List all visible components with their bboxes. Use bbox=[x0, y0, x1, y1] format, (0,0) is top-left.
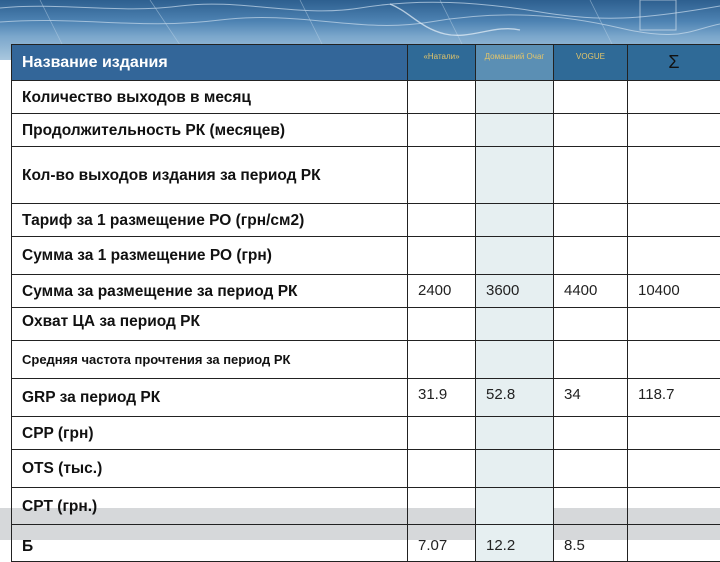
table-cell: 4400 bbox=[554, 275, 628, 308]
row-label: Кол-во выходов издания за период РК bbox=[12, 147, 408, 204]
table-cell bbox=[628, 147, 720, 204]
column-header-title: Название издания bbox=[12, 45, 408, 81]
table-cell: 7.07 bbox=[408, 525, 476, 562]
row-label: Продолжительность РК (месяцев) bbox=[12, 114, 408, 147]
table-cell bbox=[408, 114, 476, 147]
table-row bbox=[12, 237, 720, 275]
table-cell bbox=[628, 525, 720, 562]
row-label: GRP за период РК bbox=[12, 379, 408, 417]
table-row bbox=[12, 379, 720, 417]
table-cell bbox=[554, 204, 628, 237]
table-cell bbox=[408, 450, 476, 488]
table-cell bbox=[554, 488, 628, 525]
table-cell bbox=[476, 204, 554, 237]
table-cell: 12.2 bbox=[476, 525, 554, 562]
table-cell: 10400 bbox=[628, 275, 720, 308]
table-row bbox=[12, 81, 720, 114]
column-header-publication: «Натали» bbox=[408, 45, 476, 81]
table-cell bbox=[628, 81, 720, 114]
table-cell bbox=[476, 81, 554, 114]
table-cell bbox=[628, 204, 720, 237]
row-label: Средняя частота прочтения за период РК bbox=[12, 341, 408, 379]
table-cell bbox=[408, 147, 476, 204]
column-header-sum: Σ bbox=[628, 45, 720, 81]
table-cell bbox=[628, 488, 720, 525]
table-cell bbox=[554, 341, 628, 379]
table-cell bbox=[408, 417, 476, 450]
row-label: Количество выходов в месяц bbox=[12, 81, 408, 114]
table-cell bbox=[408, 488, 476, 525]
table-cell bbox=[476, 341, 554, 379]
table-row bbox=[12, 525, 720, 562]
table-cell bbox=[476, 114, 554, 147]
table-row bbox=[12, 488, 720, 525]
column-header-publication: Домашний Очаг bbox=[476, 45, 554, 81]
table-row bbox=[12, 275, 720, 308]
table-cell bbox=[628, 417, 720, 450]
table-cell: 8.5 bbox=[554, 525, 628, 562]
media-plan-table bbox=[11, 44, 720, 562]
table-row bbox=[12, 341, 720, 379]
row-label: Тариф за 1 размещение РО (грн/см2) bbox=[12, 204, 408, 237]
table-cell: 2400 bbox=[408, 275, 476, 308]
row-label: OTS (тыс.) bbox=[12, 450, 408, 488]
table-cell bbox=[408, 204, 476, 237]
table-cell: 52.8 bbox=[476, 379, 554, 417]
table-cell bbox=[554, 417, 628, 450]
column-header-publication: VOGUE bbox=[554, 45, 628, 81]
row-label: Сумма за 1 размещение РО (грн) bbox=[12, 237, 408, 275]
table-row bbox=[12, 114, 720, 147]
table-cell bbox=[628, 450, 720, 488]
table-row bbox=[12, 417, 720, 450]
table-cell bbox=[554, 450, 628, 488]
row-label: Б bbox=[12, 525, 408, 562]
row-label: CPP (грн) bbox=[12, 417, 408, 450]
table-header-row bbox=[12, 45, 720, 81]
table-row bbox=[12, 147, 720, 204]
table-cell bbox=[554, 147, 628, 204]
table-cell bbox=[476, 488, 554, 525]
table-cell: 34 bbox=[554, 379, 628, 417]
table-cell: 3600 bbox=[476, 275, 554, 308]
table-cell bbox=[476, 308, 554, 341]
table-cell bbox=[554, 81, 628, 114]
table-cell bbox=[476, 237, 554, 275]
table-cell bbox=[554, 237, 628, 275]
table-cell bbox=[476, 417, 554, 450]
table-cell: 31.9 bbox=[408, 379, 476, 417]
table-cell bbox=[628, 341, 720, 379]
table-row bbox=[12, 308, 720, 341]
table-cell bbox=[476, 450, 554, 488]
row-label: Охват ЦА за период РК bbox=[12, 308, 408, 341]
table-cell bbox=[408, 81, 476, 114]
table-cell bbox=[476, 147, 554, 204]
table-cell bbox=[554, 308, 628, 341]
table-cell bbox=[554, 114, 628, 147]
table-row bbox=[12, 204, 720, 237]
table-cell bbox=[628, 308, 720, 341]
table-cell bbox=[408, 308, 476, 341]
row-label: Сумма за размещение за период РК bbox=[12, 275, 408, 308]
table-cell bbox=[628, 237, 720, 275]
table-cell bbox=[408, 237, 476, 275]
table-row bbox=[12, 450, 720, 488]
table-cell bbox=[628, 114, 720, 147]
table-cell bbox=[408, 341, 476, 379]
table-cell: 118.7 bbox=[628, 379, 720, 417]
row-label: CPT (грн.) bbox=[12, 488, 408, 525]
